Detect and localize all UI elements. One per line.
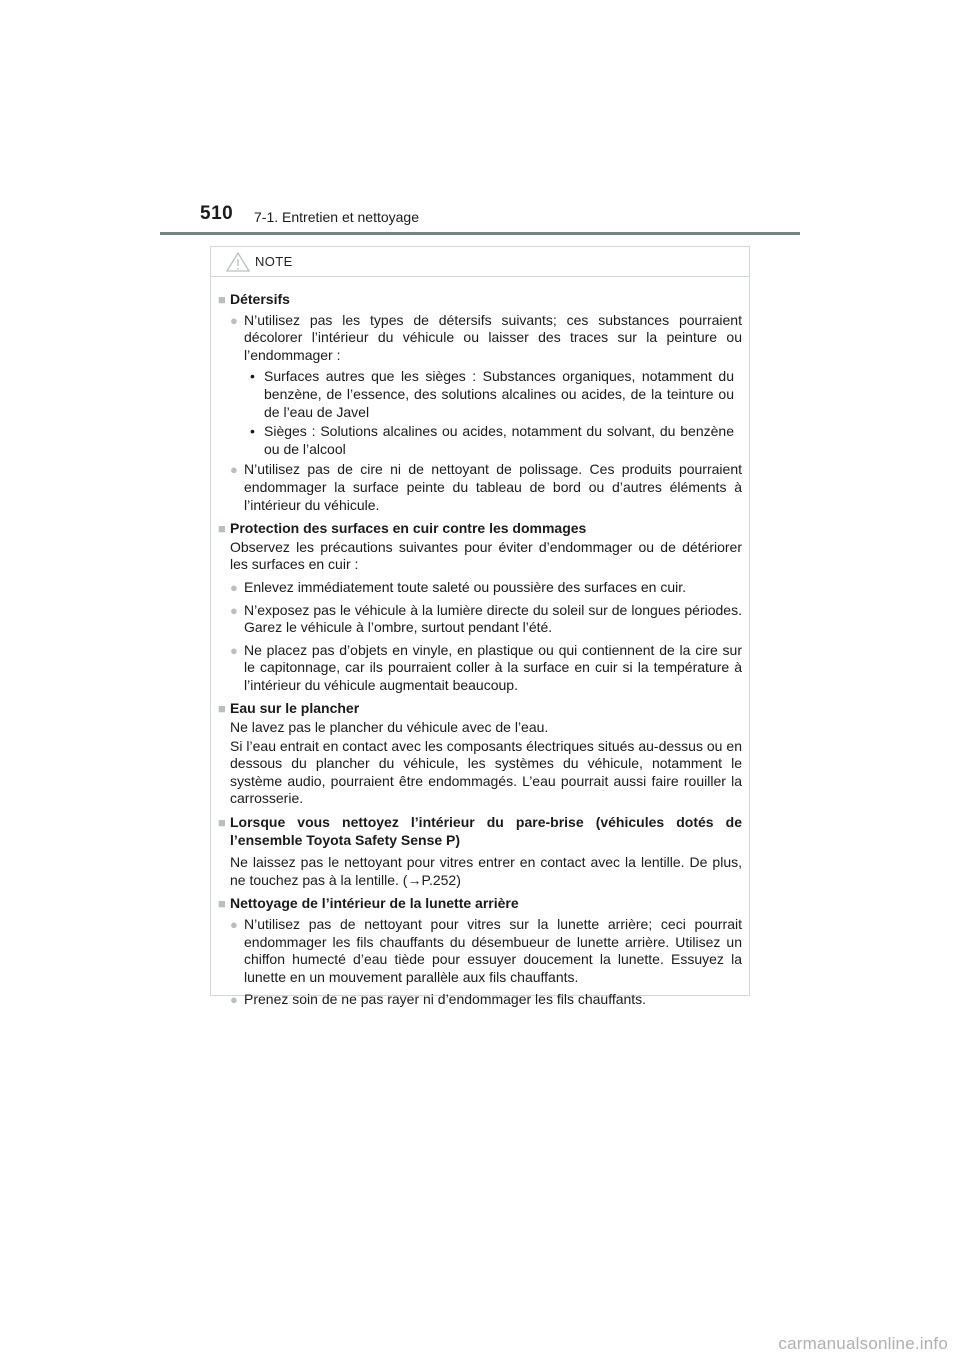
list-item xyxy=(218,461,742,514)
heading-text: Lorsque vous nettoyez l’intérieur du pare-brise (véhicules dotés de l’ensemble Toyota Safety Sense P) xyxy=(230,814,742,848)
paragraph: Ne laissez pas le nettoyant pour vitres entrer en contact avec la lentille. De plus, ne touchez pas à la lentille. (→P.252) xyxy=(230,854,742,888)
list-item-text: Prenez soin de ne pas rayer ni d’endommager les fils chauffants. xyxy=(244,991,647,1008)
sub-list-item-text: Surfaces autres que les sièges : Substances organiques, notamment du benzène, de l’essence, des solutions alcalines ou acides, de la teinture ou de l’eau de Javel xyxy=(264,368,734,420)
note-label: NOTE xyxy=(255,254,293,269)
circle-bullet: ● xyxy=(230,462,238,478)
list-item xyxy=(218,642,742,695)
note-body xyxy=(211,277,749,1009)
circle-bullet: ● xyxy=(230,579,238,595)
sub-list-item-text: Sièges : Solutions alcalines ou acides, notamment du solvant, du benzène ou de l’alcool xyxy=(264,423,734,457)
square-bullet: ■ xyxy=(218,292,226,307)
warning-triangle-icon xyxy=(225,251,251,273)
heading-text: Protection des surfaces en cuir contre les dommages xyxy=(230,520,587,537)
dot-bullet: • xyxy=(250,423,255,440)
list-item xyxy=(218,916,742,986)
circle-bullet: ● xyxy=(230,602,238,618)
page-number: 510 xyxy=(200,203,234,224)
section-title: 7-1. Entretien et nettoyage xyxy=(254,209,419,225)
header-rule xyxy=(160,232,800,235)
list-item xyxy=(218,602,742,637)
list-item-text: Enlevez immédiatement toute saleté ou poussière des surfaces en cuir. xyxy=(244,578,687,595)
heading-lunette xyxy=(218,895,742,913)
sub-list-item xyxy=(218,423,742,458)
list-item-text: N’utilisez pas les types de détersifs suivants; ces substances pourraient décolorer l’intérieur du véhicule ou laisser des traces sur la peinture ou l’endommager : xyxy=(244,311,742,363)
square-bullet: ■ xyxy=(218,815,226,831)
circle-bullet: ● xyxy=(230,642,238,658)
heading-eau xyxy=(218,700,742,718)
list-item-text: Ne placez pas d’objets en vinyle, en plastique ou qui contiennent de la cire sur le capitonnage, car ils pourraient coller à la surface en cuir si la température à l’intérieur du véhicule augmentait beaucoup. xyxy=(244,641,742,693)
paragraph: Si l’eau entrait en contact avec les composants électriques situés au-dessus ou en dessous du plancher du véhicule, les systèmes du véhicule, notamment le système audio, pourraient être endommagés. L’eau pourrait aussi faire rouiller la carrosserie. xyxy=(230,737,742,807)
note-header xyxy=(211,247,749,277)
list-item xyxy=(218,991,742,1009)
heading-text: Nettoyage de l’intérieur de la lunette arrière xyxy=(230,895,519,912)
heading-detersifs xyxy=(218,291,742,309)
dot-bullet: • xyxy=(250,368,255,385)
list-item xyxy=(218,579,742,597)
note-box xyxy=(210,246,750,1008)
circle-bullet: ● xyxy=(230,992,238,1008)
sub-list-item xyxy=(218,368,742,421)
square-bullet: ■ xyxy=(218,896,226,912)
list-item xyxy=(218,312,742,365)
heading-parebrise xyxy=(218,814,742,849)
circle-bullet: ● xyxy=(230,312,238,328)
list-item-text: N’exposez pas le véhicule à la lumière directe du soleil sur de longues périodes. Garez le véhicule à l’ombre, surtout pendant l’été. xyxy=(244,601,742,636)
square-bullet: ■ xyxy=(218,521,226,537)
list-item-text: N’utilisez pas de cire ni de nettoyant de polissage. Ces produits pourraient endommager la surface peinte du tableau de bord ou d’autres éléments à l’intérieur du véhicule. xyxy=(244,461,742,513)
paragraph: Ne lavez pas le plancher du véhicule avec de l’eau. xyxy=(230,719,549,736)
heading-text: Détersifs xyxy=(230,291,290,307)
list-item-text: N’utilisez pas de nettoyant pour vitres sur la lunette arrière; ceci pourrait endommager les fils chauffants du désembueur de lunette arrière. Utilisez un chiffon humecté d’eau tiède pour essuyer doucement la lunette. Essuyez la lunette en un mouvement parallèle aux fils chauffants. xyxy=(244,916,742,985)
heading-text: Eau sur le plancher xyxy=(230,700,360,717)
paragraph: Observez les précautions suivantes pour éviter d’endommager ou de détériorer les surfaces en cuir : xyxy=(230,538,742,573)
circle-bullet: ● xyxy=(230,917,238,932)
heading-cuir xyxy=(218,520,742,538)
square-bullet: ■ xyxy=(218,701,226,717)
watermark: carmanualsonline.info xyxy=(778,1334,948,1353)
